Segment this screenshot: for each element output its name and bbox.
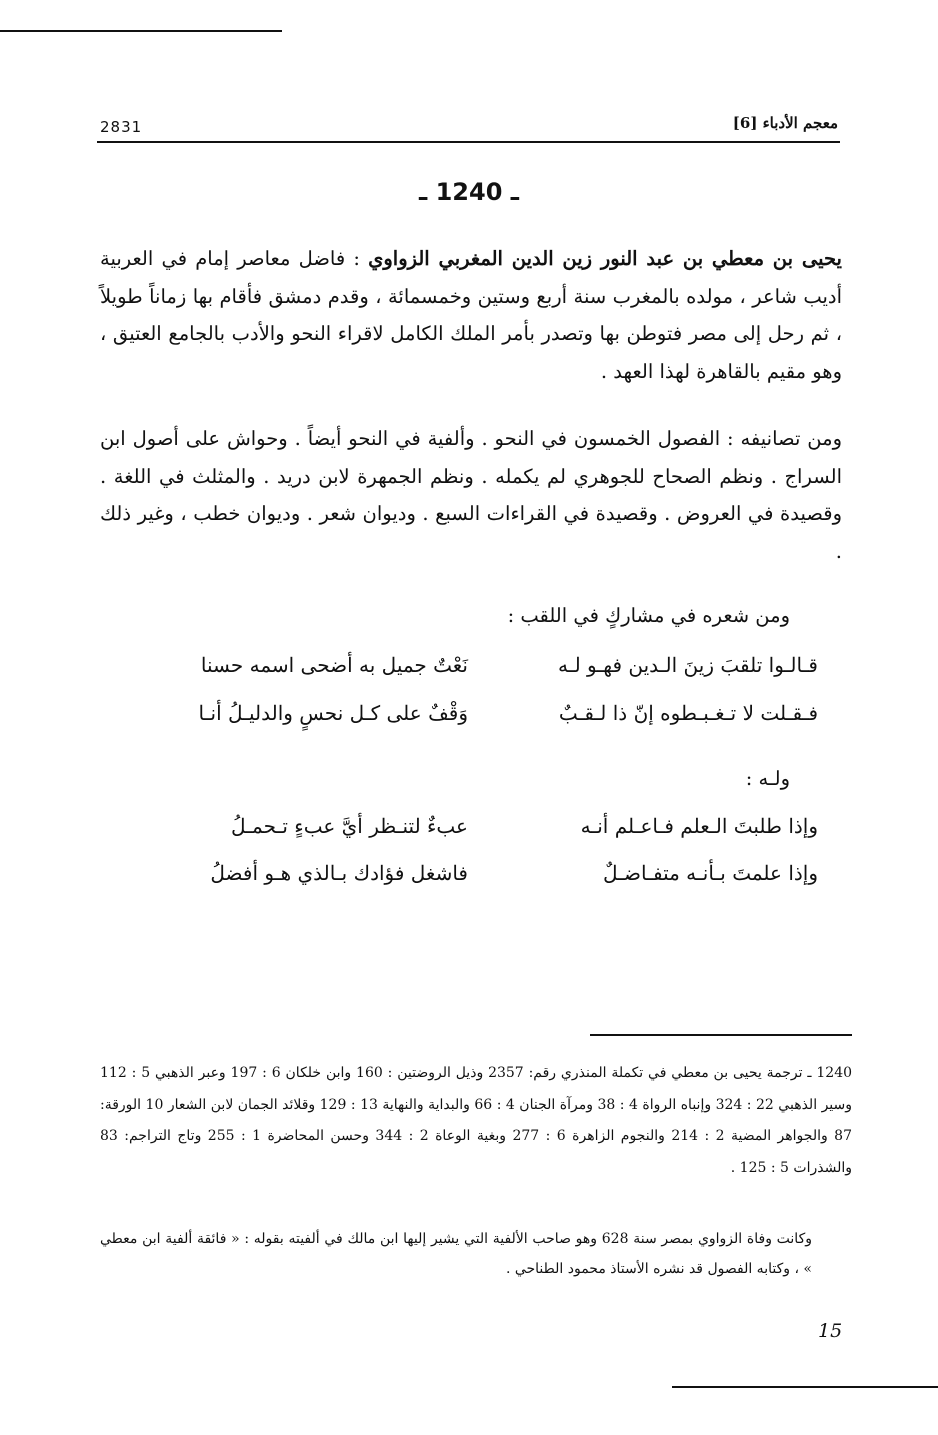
verse-first-hemistich: فـقـلت لا تـغـبـطوه إنّ ذا لـقـبٌ xyxy=(558,701,818,725)
verse-second-hemistich: وَقْفٌ على كـل نحسٍ والدليـلُ أنـا xyxy=(198,701,468,725)
biography-text: : فاضل معاصر إمام في العربية أديب شاعر ، مولده بالمغرب سنة أربع وستين وخمسمائة ، وقدم دمشق فأقام بها زماناً طويلاً ، ثم رحل إلى مصر فتوطن بها وتصدر بأمر الملك الكامل لاقراء النحو والأدب بالجامع العتيق ، وهو مقيم بالقاهرة لهذا العهد . xyxy=(100,247,842,383)
verse-first-hemistich: وإذا علمتَ بـأنـه متفـاضـلٌ xyxy=(603,861,818,885)
entry-number: ـ 1240 ـ xyxy=(419,178,519,206)
running-title: معجم الأدباء [6] xyxy=(732,114,838,132)
bottom-right-rule xyxy=(672,1386,938,1388)
verse-line xyxy=(100,653,842,693)
header-rule xyxy=(97,141,840,143)
verse-line xyxy=(100,861,842,901)
verse-first-hemistich: قـالـوا تلقبَ زينَ الـدين فهـو لـه xyxy=(558,653,818,677)
biography-name: يحيى بن معطي بن عبد النور زين الدين المغربي الزواوي xyxy=(368,247,842,270)
poetry-intro-2: ولـه : xyxy=(745,767,790,790)
works-paragraph: ومن تصانيفه : الفصول الخمسون في النحو . وألفية في النحو أيضاً . وحواش على أصول ابن السراج . ونظم الصحاح للجوهري لم يكمله . ونظم الجمهرة لابن دريد . والمثلث في اللغة . وقصيدة في العروض . وقصيدة في القراءات السبع . وديوان شعر . وديوان خطب ، وغير ذلك . xyxy=(100,427,842,563)
folio-number: 15 xyxy=(818,1320,843,1342)
page-number: 2831 xyxy=(100,118,143,136)
verse-second-hemistich: فاشغل فؤادك بـالذي هـو أفضلُ xyxy=(210,861,468,885)
verse-second-hemistich: نَعْتٌ جميل به أضحى اسمه حسنا xyxy=(200,653,468,677)
top-left-rule xyxy=(0,30,282,32)
footnote-sources: 1240 ـ ترجمة يحيى بن معطي في تكملة المنذري رقم: 2357 وذيل الروضتين : 160 وابن خلكان 6 : 197 وعبر الذهبي 5 : 112 وسير الذهبي 22 : 324 وإنباه الرواة 4 : 38 ومرآة الجنان 4 : 66 والبداية والنهاية 13 : 129 وقلائد الجمان لابن الشعار 10 الورقة: 87 والجواهر المضية 2 : 214 والنجوم الزاهرة 6 : 277 وبغية الوعاة 2 : 344 وحسن المحاضرة 1 : 255 وتاج التراجم: 83 والشذرات 5 : 125 . xyxy=(100,1065,853,1176)
verse-second-hemistich: عبءٌ لتنـظر أيَّ عبءٍ تـحمـلُ xyxy=(231,814,468,838)
footnote-note: وكانت وفاة الزواوي بمصر سنة 628 وهو صاحب الألفية التي يشير إليها ابن مالك في ألفيته بقوله : « فائقة ألفية ابن معطي » ، وكتابه الفصول قد نشره الأستاذ محمود الطناحي . xyxy=(100,1231,812,1277)
poetry-intro-1: ومن شعره في مشاركٍ في اللقب : xyxy=(507,604,790,627)
verse-line xyxy=(100,701,842,741)
biography-paragraph xyxy=(100,240,842,390)
footnote-rule xyxy=(590,1034,852,1036)
verse-line xyxy=(100,814,842,854)
verse-first-hemistich: وإذا طلبتَ الـعلم فـاعـلم أنـه xyxy=(580,814,818,838)
